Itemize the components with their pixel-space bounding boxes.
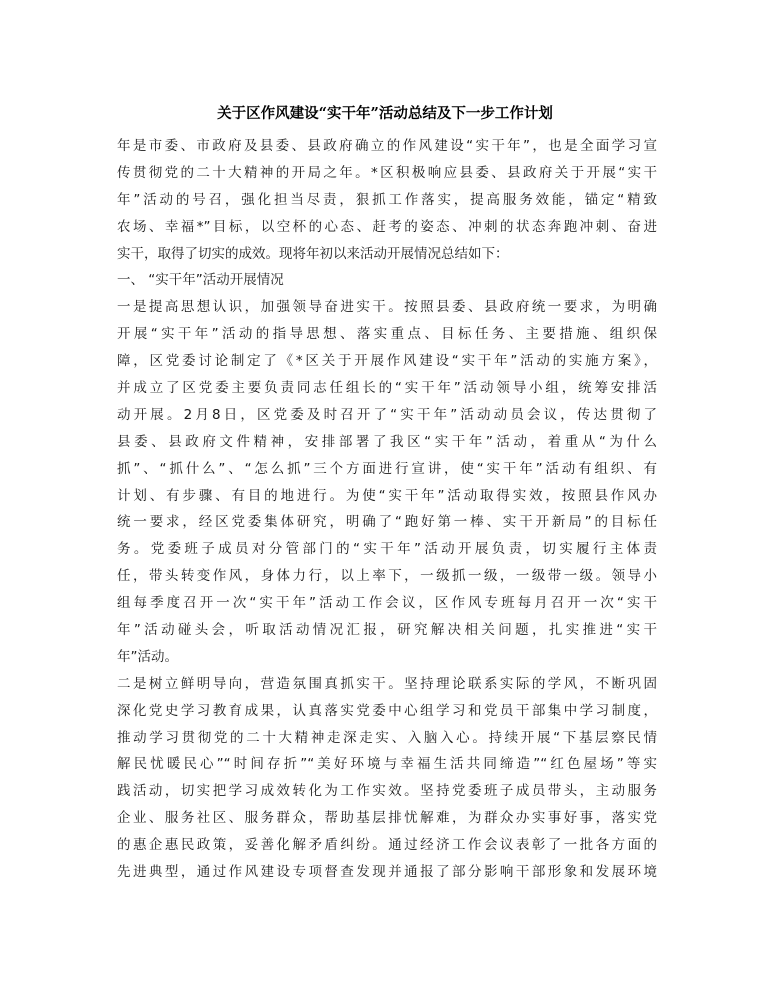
paragraph-line: 年是市委、市政府及县委、县政府确立的作风建设“实干年”，也是全面学习宣 [117,138,657,154]
paragraph-line: 推动学习贯彻党的二十大精神走深走实、入脑入心。持续开展“下基层察民情 [117,729,657,746]
paragraph-line: 一是提高思想认识，加强领导奋进实干。按照县委、县政府统一要求，为明确 [117,299,657,316]
paragraph-line: 深化党史学习教育成果，认真落实党委中心组学习和党员干部集中学习制度， [117,702,657,719]
paragraph-line: 年”活动碰头会，听取活动情况汇报，研究解决相关问题，扎实推进“实干 [117,622,657,639]
paragraph-line: 任，带头转变作风，身体力行，以上率下，一级抓一级，一级带一级。领导小 [117,568,657,585]
paragraph-line: 解民忧暖民心”“时间存折”“美好环境与幸福生活共同缔造”“红色屋场”等实 [117,756,657,773]
paragraph-line: 企业、服务社区、服务群众，帮助基层排忧解难，为群众办实事好事，落实党 [117,810,657,827]
paragraph-line: 年”活动的号召，强化担当尽责，狠抓工作落实，提高服务效能，锚定“精致 [117,191,657,208]
paragraph-line: 实干，取得了切实的成效。现将年初以来活动开展情况总结如下： [117,245,509,262]
paragraph-line: 二是树立鲜明导向，营造氛围真抓实干。坚持理论联系实际的学风，不断巩固 [117,675,657,692]
document-body [117,133,657,886]
document-title: 关于区作风建设“实干年”活动总结及下一步工作计划 [217,105,553,122]
paragraph-line: 务。党委班子成员对分管部门的“实干年”活动开展负责，切实履行主体责 [117,541,657,558]
paragraph-line: 农场、幸福*”目标，以空杯的心态、赶考的姿态、冲刺的状态奔跑冲刺、奋进 [117,218,657,235]
paragraph-line: 计划、有步骤、有目的地进行。为使“实干年”活动取得实效，按照县作风办 [117,487,657,504]
paragraph-line: 障，区党委讨论制定了《*区关于开展作风建设“实干年”活动的实施方案》， [117,353,657,370]
paragraph-line: 并成立了区党委主要负责同志任组长的“实干年”活动领导小组，统筹安排活 [117,380,657,397]
paragraph-line: 开展“实干年”活动的指导思想、落实重点、目标任务、主要措施、组织保 [117,326,657,343]
paragraph-line: 抓”、“抓什么”、“怎么抓”三个方面进行宣讲，使“实干年”活动有组织、有 [117,460,657,477]
paragraph-line: 践活动，切实把学习成效转化为工作实效。坚持党委班子成员带头，主动服务 [117,783,657,800]
paragraph-line: 的惠企惠民政策，妥善化解矛盾纠纷。通过经济工作会议表彰了一批各方面的 [117,837,657,854]
paragraph-line: 县委、县政府文件精神，安排部署了我区“实干年”活动，着重从“为什么 [117,433,657,450]
paragraph-line: 先进典型，通过作风建设专项督查发现并通报了部分影响干部形象和发展环境 [117,864,657,881]
paragraph-line: 统一要求，经区党委集体研究，明确了“跑好第一棒、实干开新局”的目标任 [117,514,657,531]
paragraph-line: 年”活动。 [117,648,178,665]
paragraph-line: 组每季度召开一次“实干年”活动工作会议，区作风专班每月召开一次“实干 [117,595,657,612]
paragraph-line: 动开展。2月8日，区党委及时召开了“实干年”活动动员会议，传达贯彻了 [117,406,657,423]
paragraph-line: 一、 “实干年”活动开展情况 [117,272,284,289]
paragraph-line: 传贯彻党的二十大精神的开局之年。*区积极响应县委、县政府关于开展“实干 [117,164,657,181]
